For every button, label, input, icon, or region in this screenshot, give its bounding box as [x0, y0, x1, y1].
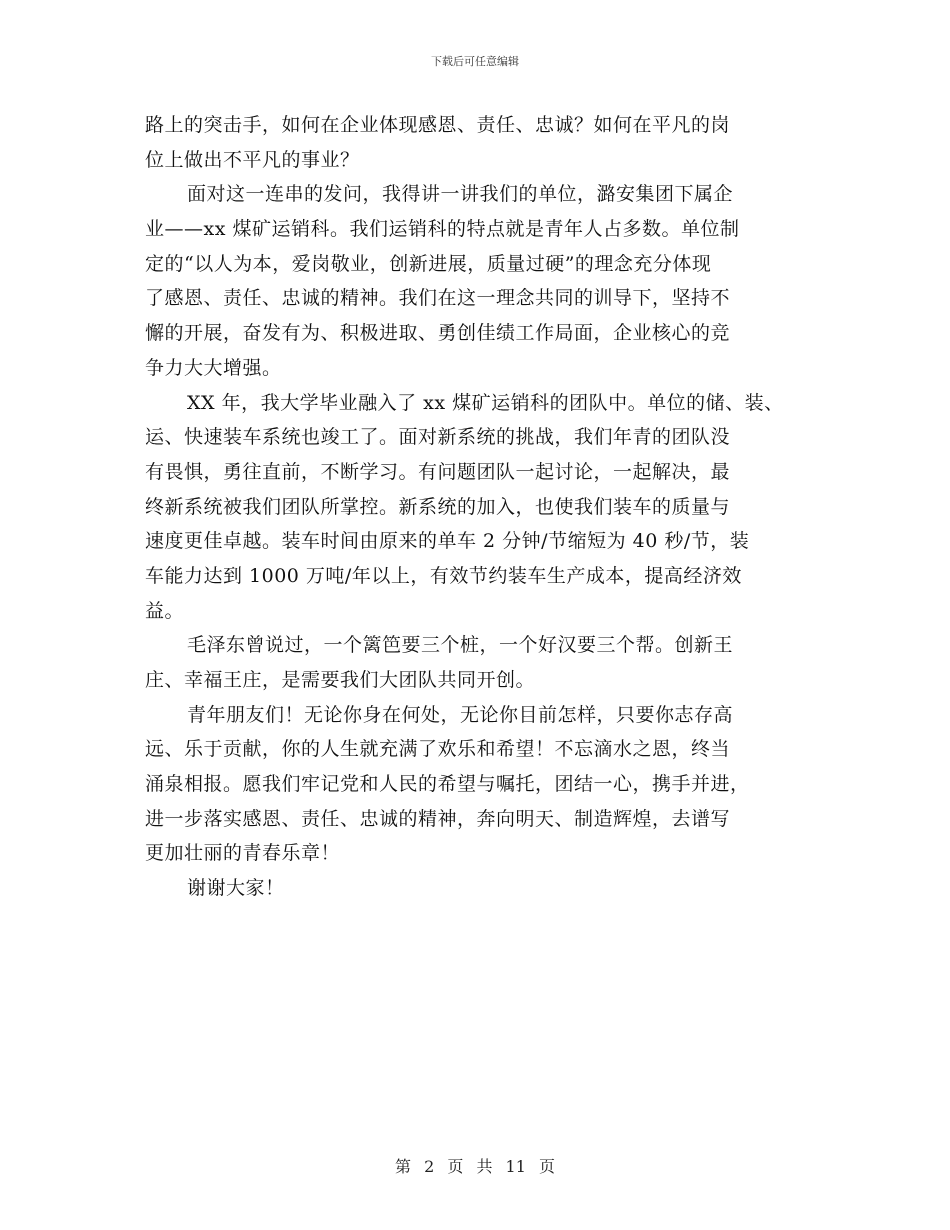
text-line: 懈的开展，奋发有为、积极进取、勇创佳绩工作局面，企业核心的竞	[145, 322, 731, 345]
text-line: 远、乐于贡献，你的人生就充满了欢乐和希望！不忘滴水之恩，终当	[145, 738, 731, 761]
paragraph-start-line: 青年朋友们！无论你身在何处，无论你目前怎样，只要你志存高	[187, 703, 734, 726]
document-body	[145, 108, 825, 906]
text-line: 益。	[145, 599, 185, 622]
text-line: 运、快速装车系统也竣工了。面对新系统的挑战，我们年青的团队没	[145, 426, 731, 449]
paragraph-start-line: 毛泽东曾说过，一个篱笆要三个桩，一个好汉要三个帮。创新王	[187, 634, 734, 657]
text-line: 庄、幸福王庄，是需要我们大团队共同开创。	[145, 669, 536, 691]
paragraph-start-line: 面对这一连串的发问，我得讲一讲我们的单位，潞安集团下属企	[187, 183, 734, 206]
text-line: 有畏惧，勇往直前，不断学习。有问题团队一起讨论，一起解决，最	[145, 460, 731, 483]
text-line: 了感恩、责任、忠诚的精神。我们在这一理念共同的训导下，坚持不	[145, 287, 731, 310]
page-footer: 第 2 页 共 11 页	[395, 1157, 555, 1176]
text-line: 业——xx 煤矿运销科。我们运销科的特点就是青年人占多数。单位制	[145, 218, 740, 241]
text-line: 速度更佳卓越。装车时间由原来的单车 2 分钟/节缩短为 40 秒/节，装	[145, 530, 750, 553]
text-line: 位上做出不平凡的事业？	[145, 148, 360, 171]
text-line: 终新系统被我们团队所掌控。新系统的加入，也使我们装车的质量与	[145, 495, 731, 518]
text-line: 定的“以人为本，爱岗敬业，创新进展，质量过硬”的理念充分体现	[145, 252, 712, 275]
page-header: 下载后可任意编辑	[431, 55, 519, 68]
text-line: 涌泉相报。愿我们牢记党和人民的希望与嘱托，团结一心，携手并进，	[145, 773, 750, 796]
text-line: 路上的突击手，如何在企业体现感恩、责任、忠诚？如何在平凡的岗	[145, 114, 731, 136]
text-line: 车能力达到 1000 万吨/年以上，有效节约装车生产成本，提高经济效	[145, 564, 742, 587]
text-line: 进一步落实感恩、责任、忠诚的精神，奔向明天、制造辉煌，去谱写	[145, 807, 731, 830]
paragraph-start-line: 谢谢大家！	[187, 877, 285, 900]
text-line: 更加壮丽的青春乐章！	[145, 842, 341, 865]
paragraph-start-line: XX 年，我大学毕业融入了 xx 煤矿运销科的团队中。单位的储、装、	[187, 391, 784, 414]
text-line: 争力大大增强。	[145, 356, 282, 379]
